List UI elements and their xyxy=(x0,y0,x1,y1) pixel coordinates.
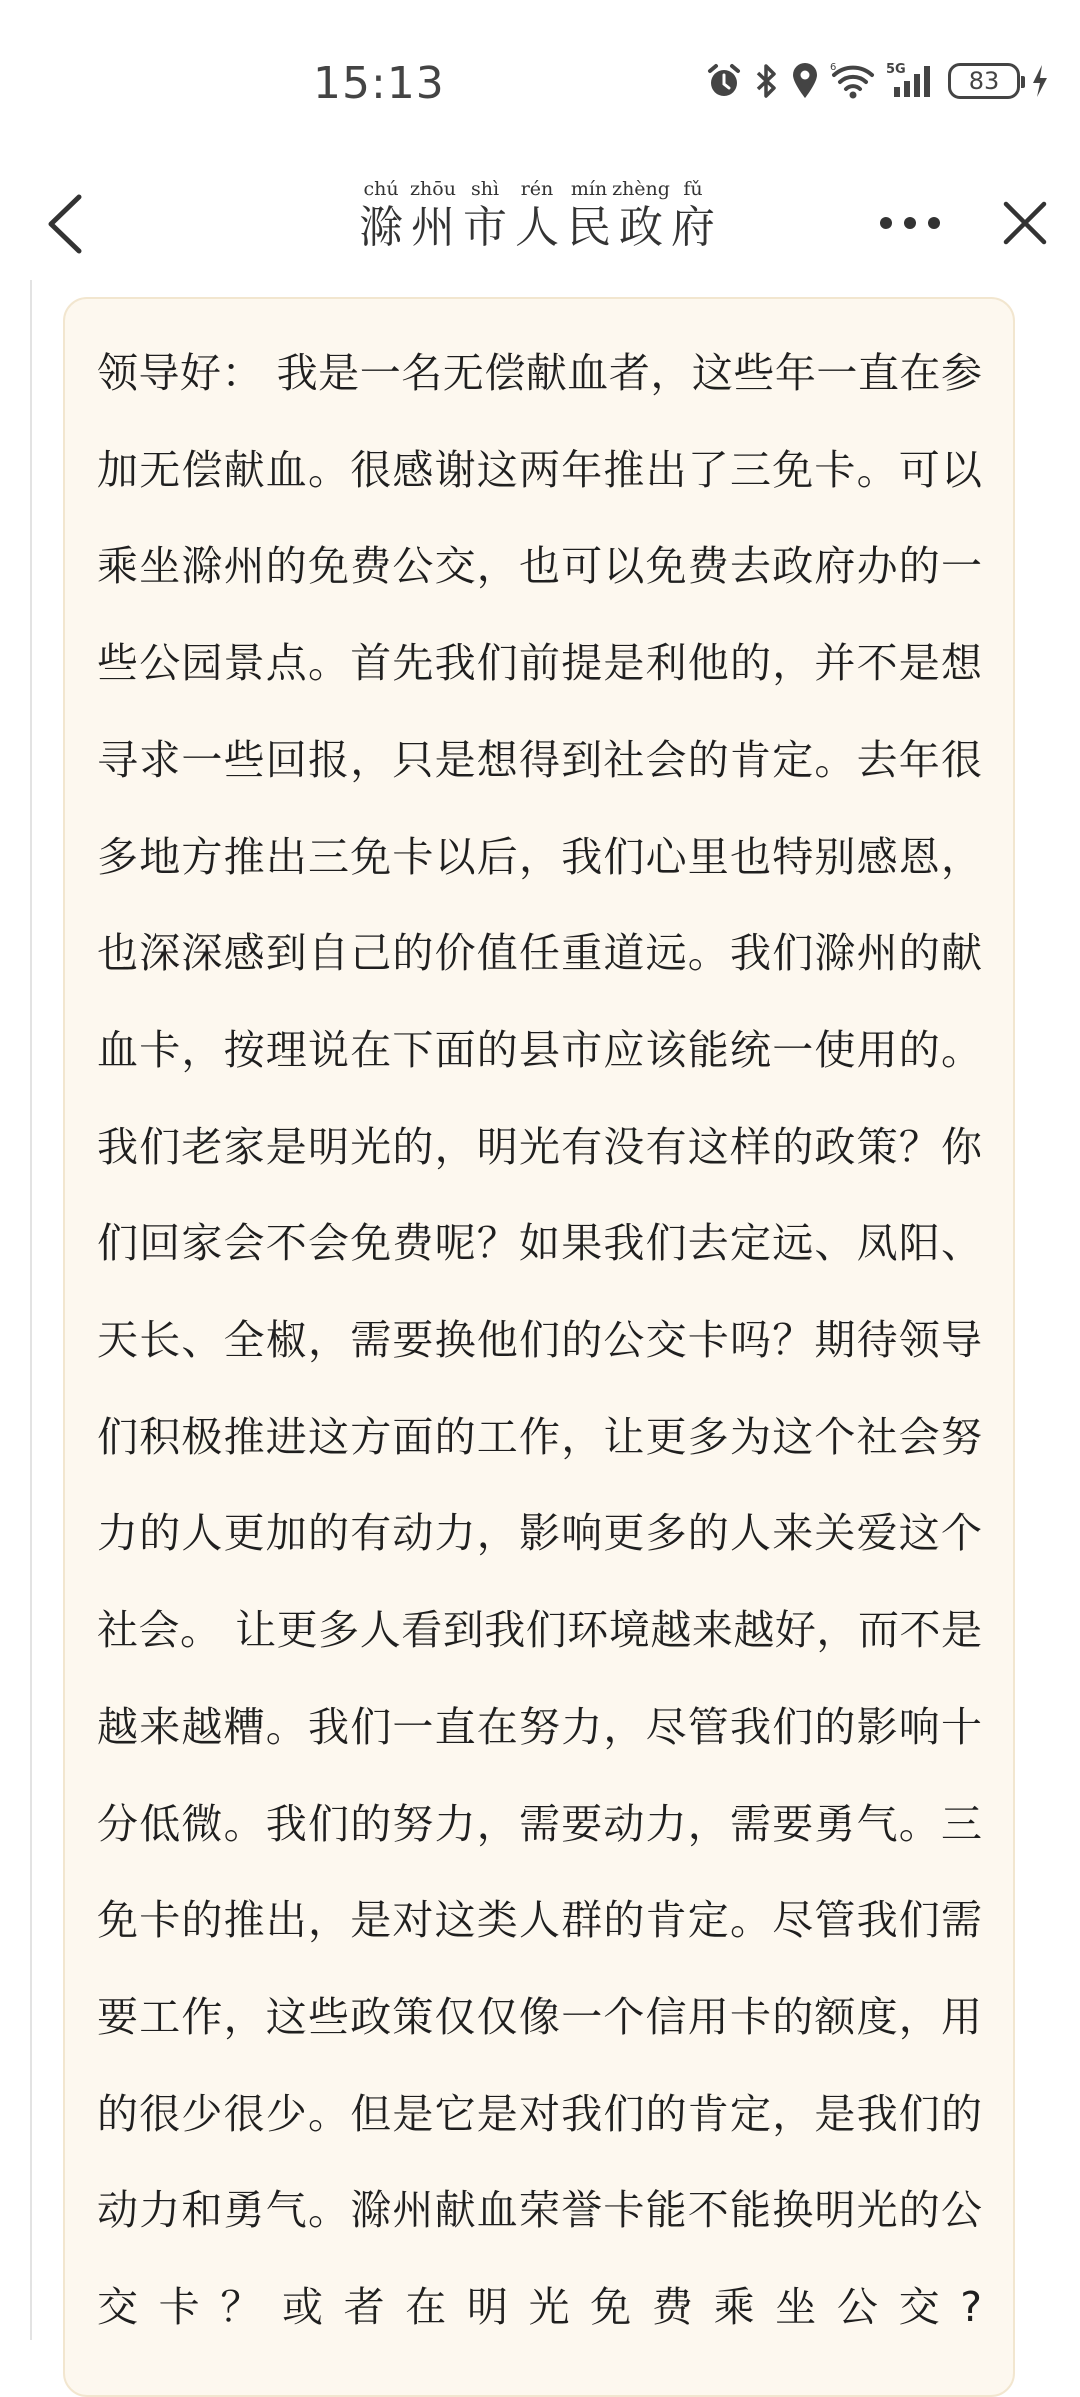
title-char xyxy=(459,176,511,254)
title-pinyin: chú xyxy=(363,178,399,200)
title-pinyin: zhèng xyxy=(612,178,670,200)
title-char xyxy=(511,176,563,254)
title-han: 市 xyxy=(463,202,507,253)
status-time: 15:13 xyxy=(313,58,445,109)
title-pinyin: shì xyxy=(470,178,500,200)
location-icon xyxy=(790,61,820,101)
title-char xyxy=(407,176,459,254)
title-pinyin: mín xyxy=(570,178,608,200)
close-button[interactable] xyxy=(990,185,1060,265)
message-text: 领导好： 我是一名无偿献血者，这些年一直在参加无偿献血。很感谢这两年推出了三免卡。可以乘坐滁州的免费公交，也可以免费去政府办的一些公园景点。首先我们前提是利他的，并不是想寻求一些回报，只是想得到社会的肯定。去年很多地方推出三免卡以后，我们心里也特别感恩，也深深感到自己的价值任重道远。我们滁州的献血卡，按理说在下面的县市应该能统一使用的。我们老家是明光的，明光有没有这样的政策？你们回家会不会免费呢？如果我们去定远、凤阳、天长、全椒，需要换他们的公交卡吗？期待领导们积极推进这方面的工作，让更多为这个社会努力的人更加的有动力，影响更多的人来关爱这个社会。 让更多人看到我们环境越来越好，而不是越来越糟。我们一直在努力，尽管我们的影响十分低微。我们的努力，需要动力，需要勇气。三免卡的推出，是对这类人群的肯定。尽管我们需要工作，这些政策仅仅像一个信用卡的额度，用的很少很少。但是它是对我们的肯定，是我们的动力和勇气。滁州献血荣誉卡能不能换明光的公交卡？或者在明光免费乘坐公交? xyxy=(97,349,982,2332)
close-icon xyxy=(1002,200,1048,250)
svg-text:6: 6 xyxy=(830,62,837,73)
title-han: 滁 xyxy=(359,202,403,253)
alarm-icon xyxy=(704,61,744,101)
title-pinyin: fǔ xyxy=(683,178,703,200)
title-han: 府 xyxy=(671,202,715,253)
bluetooth-icon xyxy=(754,61,780,101)
charging-icon xyxy=(1030,61,1050,101)
title-char xyxy=(612,176,670,254)
battery-icon xyxy=(948,63,1020,99)
title-char xyxy=(355,176,407,254)
more-dots-icon xyxy=(878,215,942,235)
back-button[interactable] xyxy=(25,176,105,276)
status-icons xyxy=(704,56,1050,106)
title-pinyin: zhōu xyxy=(410,178,456,200)
title-han: 民 xyxy=(567,202,611,253)
title-pinyin: rén xyxy=(520,178,554,200)
title-han: 政 xyxy=(619,202,663,253)
nav-bar xyxy=(0,170,1080,280)
back-arrow-icon xyxy=(45,193,85,259)
title-han: 人 xyxy=(515,202,559,253)
more-button[interactable] xyxy=(870,190,950,260)
title-han: 州 xyxy=(411,202,455,253)
status-bar xyxy=(0,0,1080,170)
page-title xyxy=(355,176,719,254)
svg-text:5G: 5G xyxy=(886,62,906,77)
battery-level: 83 xyxy=(968,67,1000,95)
cellular-signal-icon xyxy=(886,61,938,101)
title-char xyxy=(563,176,615,254)
title-char xyxy=(667,176,719,254)
wifi-icon xyxy=(830,61,876,101)
